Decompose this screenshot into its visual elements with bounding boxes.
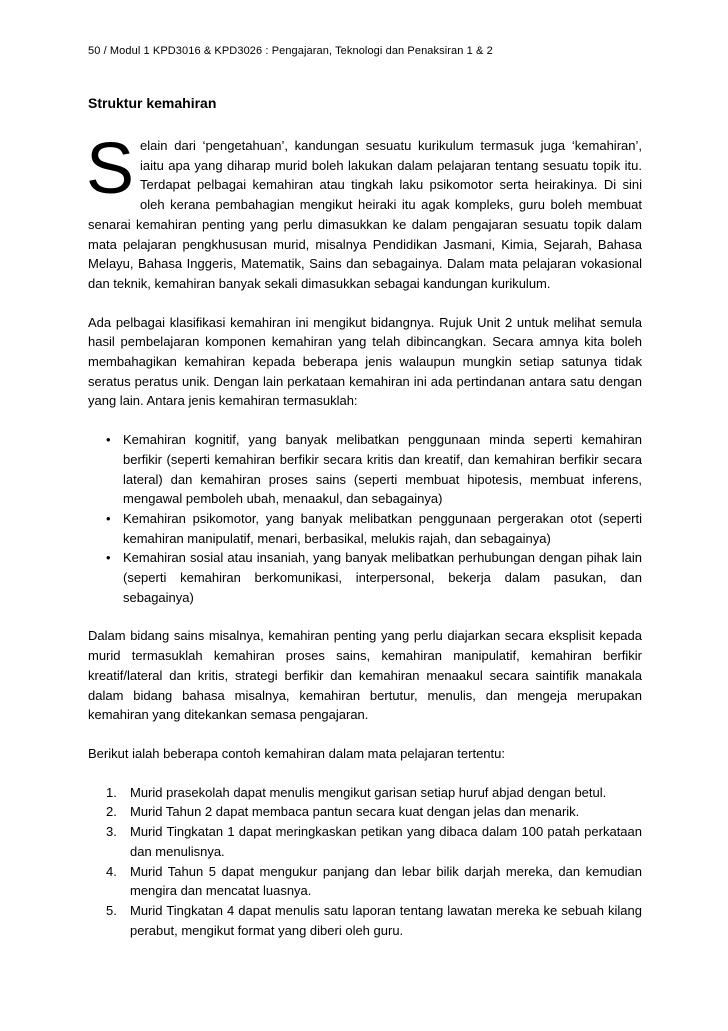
list-item: [106, 901, 642, 940]
list-item: [106, 802, 642, 822]
section-title: Struktur kemahiran: [88, 95, 217, 111]
bullet-icon: •: [106, 510, 111, 526]
skill-types-list: [88, 430, 642, 607]
intro-text: elain dari ‘pengetahuan’, kandungan sesuatu kurikulum termasuk juga ‘kemahiran’, iaitu apa yang diharap murid boleh lakukan dalam pelajaran tentang sesuatu topik itu. Terdapat pelbagai kemahiran atau tingkah laku psikomotor serta heirakinya. Di sini oleh kerana pembahagian mengikut heiraki itu agak kompleks, guru boleh membuat senarai kemahiran penting yang perlu dimasukkan ke dalam pengajaran sesuatu topik dalam mata pelajaran pengkhususan murid, misalnya Pendidikan Jasmani, Kimia, Sejarah, Bahasa Melayu, Bahasa Inggeris, Matematik, Sains dan sebagainya. Dalam mata pelajaran vokasional dan teknik, kemahiran banyak sekali dimasukkan sebagai kandungan kurikulum.: [88, 138, 642, 291]
drop-cap: S: [86, 129, 135, 209]
list-number: 4.: [106, 863, 117, 879]
list-item: [106, 548, 642, 607]
paragraph-examples-intro: Berikut ialah beberapa contoh kemahiran dalam mata pelajaran tertentu:: [88, 745, 505, 761]
paragraph-skill-classification: Ada pelbagai klasifikasi kemahiran ini mengikut bidangnya. Rujuk Unit 2 untuk melihat semula hasil pembelajaran komponen kemahiran yang telah dibincangkan. Secara amnya kita boleh membahagikan kemahiran kepada beberapa jenis walaupun mungkin setiap satunya tidak seratus peratus unik. Dengan lain perkataan kemahiran ini ada pertindanan antara satu dengan yang lain. Antara jenis kemahiran termasuklah:: [88, 314, 642, 409]
list-item-text: Murid Tahun 2 dapat membaca pantun secara kuat dengan jelas dan menarik.: [130, 804, 580, 820]
document-page: [88, 44, 642, 940]
intro-paragraph: [86, 129, 642, 294]
list-item-text: Kemahiran sosial atau insaniah, yang banyak melibatkan perhubungan dengan pihak lain (seperti kemahiran berkomunikasi, interpersonal, bekerja dalam pasukan, dan sebagainya): [123, 550, 642, 605]
list-item: [106, 430, 642, 509]
paragraph-science-example: Dalam bidang sains misalnya, kemahiran penting yang perlu diajarkan secara eksplisit kepada murid termasuklah kemahiran proses sains, kemahiran manipulatif, kemahiran berfikir kreatif/lateral dan kritis, strategi berfikir dan kemahiran menaakul secara saintifik manakala dalam bidang bahasa misalnya, kemahiran bertutur, menulis, dan mengeja merupakan kemahiran yang ditekankan semasa pengajaran.: [88, 628, 642, 723]
list-number: 1.: [106, 784, 117, 800]
list-item: [106, 822, 642, 861]
examples-list: [88, 783, 642, 941]
list-item-text: Murid prasekolah dapat menulis mengikut garisan setiap huruf abjad dengan betul.: [130, 784, 607, 800]
running-header: 50 / Modul 1 KPD3016 & KPD3026 : Pengajaran, Teknologi dan Penaksiran 1 & 2: [88, 45, 493, 57]
list-item: [106, 783, 642, 803]
list-item-text: Kemahiran psikomotor, yang banyak melibatkan penggunaan pergerakan otot (seperti kemahiran manipulatif, menari, berbasikal, melukis rajah, dan sebagainya): [123, 510, 642, 546]
bullet-icon: •: [106, 550, 111, 566]
list-item-text: Kemahiran kognitif, yang banyak melibatkan penggunaan minda seperti kemahiran berfikir (seperti kemahiran berfikir secara kritis dan kreatif, dan kemahiran berfikir secara lateral) dan kemahiran proses sains (seperti membuat hipotesis, membuat inferens, mengawal pemboleh ubah, menaakul, dan sebagainya): [123, 432, 642, 507]
bullet-icon: •: [106, 432, 111, 448]
list-number: 5.: [106, 902, 117, 918]
list-item: [106, 509, 642, 548]
list-item-text: Murid Tingkatan 1 dapat meringkaskan petikan yang dibaca dalam 100 patah perkataan dan menulisnya.: [130, 824, 642, 859]
list-item: [106, 862, 642, 901]
list-item-text: Murid Tingkatan 4 dapat menulis satu laporan tentang lawatan mereka ke sebuah kilang perabut, mengikut format yang diberi oleh guru.: [130, 902, 642, 938]
list-number: 2.: [106, 804, 117, 820]
list-number: 3.: [106, 824, 117, 840]
list-item-text: Murid Tahun 5 dapat mengukur panjang dan lebar bilik darjah mereka, dan kemudian mengira dan mencatat luasnya.: [130, 863, 642, 899]
